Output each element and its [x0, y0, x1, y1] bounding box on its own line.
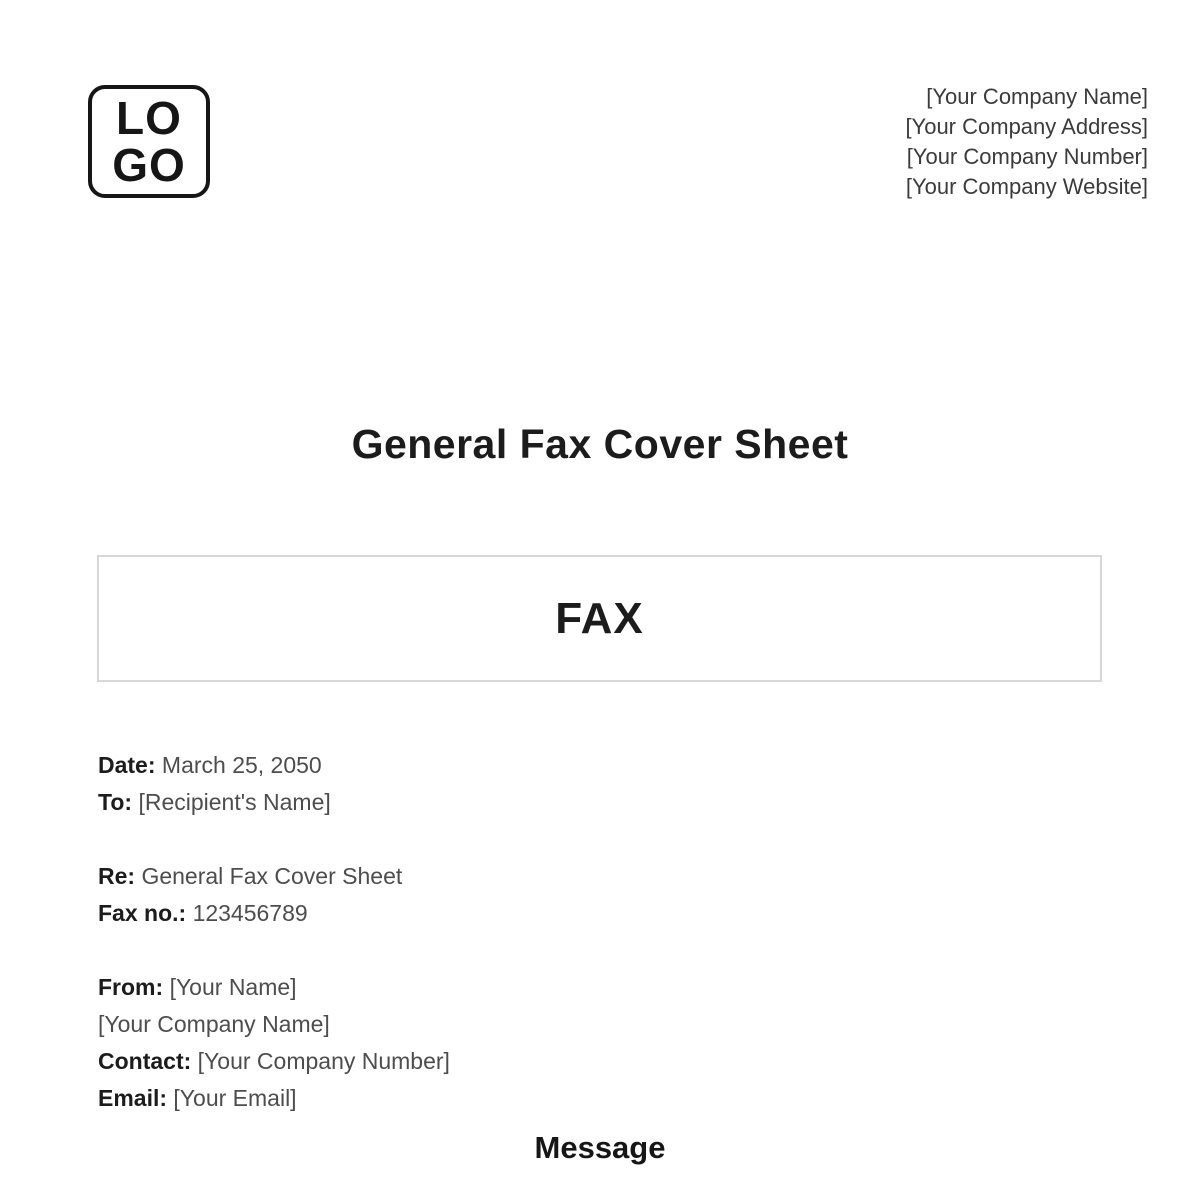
- logo-text-top: LO: [116, 91, 182, 144]
- to-value: [Recipient's Name]: [138, 789, 331, 815]
- fax-details-block: [98, 747, 450, 1117]
- contact-line: [98, 1043, 450, 1080]
- fax-no-line: [98, 895, 450, 932]
- fax-no-value: 123456789: [192, 900, 308, 926]
- company-name-line: [Your Company Name]: [926, 84, 1148, 109]
- logo-text-bottom: GO: [112, 138, 186, 191]
- page-title: General Fax Cover Sheet: [351, 421, 849, 467]
- section-gap: [98, 821, 450, 858]
- date-value: March 25, 2050: [161, 752, 322, 778]
- fax-no-label: Fax no.:: [98, 900, 187, 926]
- re-label: Re:: [98, 863, 136, 889]
- company-address-line: [Your Company Address]: [905, 114, 1148, 139]
- fax-banner-text: FAX: [555, 593, 644, 643]
- from-company-value: [Your Company Name]: [98, 1011, 330, 1037]
- message-section-heading: Message: [534, 1130, 666, 1165]
- from-value: [Your Name]: [169, 974, 297, 1000]
- company-info-block: [905, 82, 1148, 202]
- to-line: [98, 784, 450, 821]
- email-line: [98, 1080, 450, 1117]
- contact-value: [Your Company Number]: [197, 1048, 450, 1074]
- company-number-line: [Your Company Number]: [906, 144, 1148, 169]
- to-label: To:: [98, 789, 133, 815]
- re-value: General Fax Cover Sheet: [141, 863, 403, 889]
- fax-banner-box: [97, 555, 1102, 682]
- re-line: [98, 858, 450, 895]
- section-gap: [98, 932, 450, 969]
- contact-label: Contact:: [98, 1048, 192, 1074]
- email-value: [Your Email]: [173, 1085, 297, 1111]
- date-line: [98, 747, 450, 784]
- from-company-line: [98, 1006, 450, 1043]
- company-website-line: [Your Company Website]: [905, 174, 1148, 199]
- from-line: [98, 969, 450, 1006]
- email-label: Email:: [98, 1085, 168, 1111]
- date-label: Date:: [98, 752, 156, 778]
- from-label: From:: [98, 974, 164, 1000]
- company-logo: [88, 85, 210, 198]
